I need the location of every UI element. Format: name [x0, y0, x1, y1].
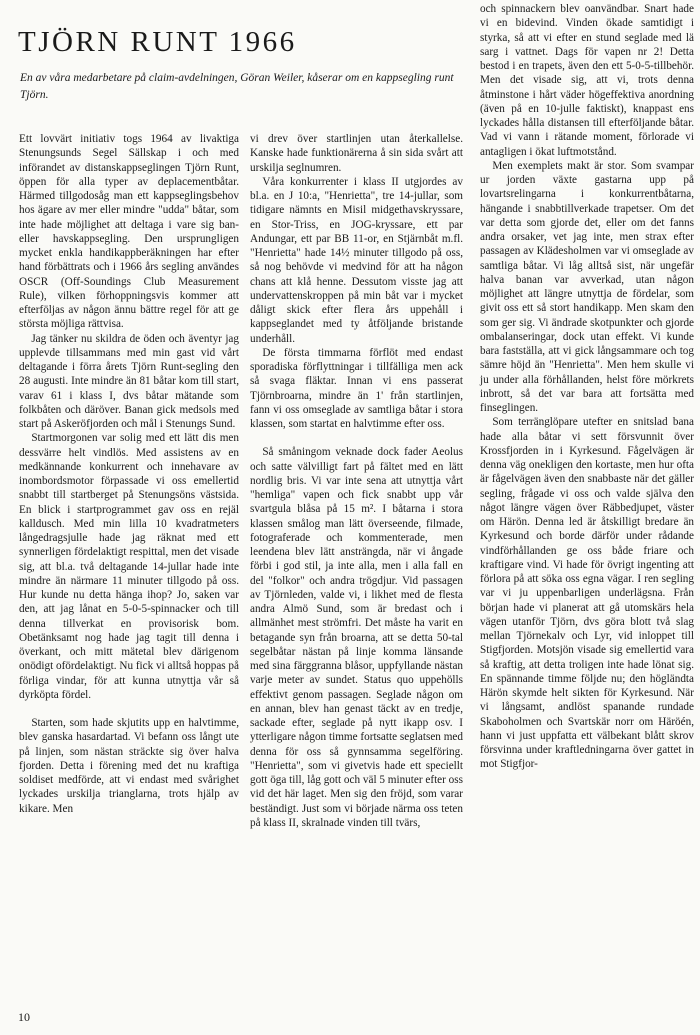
paragraph: De första timmarna förflöt med endast sporadiska förflyttningar i tillfälliga men ack så svaga fläktar. Innan vi ens passerat Tjörnbroarna, mindre än 1' från startlinjen, fann vi oss omseglade av samtliga båtar i stora klassen, som startat en halvtimme efter oss.: [250, 346, 463, 430]
article-intro: En av våra medarbetare på claim-avdelningen, Göran Weiler, kåserar om en kappsegling runt Tjörn.: [20, 72, 454, 101]
paragraph: Våra konkurrenter i klass II utgjordes av bl.a. en J 10:a, "Henrietta", tre 14-jullar, som tidigare nämnts en Misil midgethavskryssare, en Stor-Triss, en JOG-kryssare, ett par Andungar, ett par BB 11-or, en Stjärnbåt m.fl. "Henrietta" hade 14½ minuter tillgodo på oss, så nog behövde vi medvind för att ha någon chans att klå henne. Dessutom visste jag att undervattenskroppen på min båt var i mycket dåligt skick efter flera års uppehåll i kappseglandet med ty åtföljande bristande underhåll.: [250, 175, 463, 345]
text-column-3: [480, 2, 694, 772]
paragraph: Som terränglöpare utefter en snitslad bana hade alla båtar vi sett försvunnit över Krossfjorden in i Kyrkesund. Fågelvägen är denna väg onekligen den kortaste, men hur ofta är fågelvägen även den snabbaste när det gäller segling, frågade vi oss och valde själva den något längre vägen över Räbbedjupet, väster om Härön. Denna led är åtskilligt bredare än Kyrkesund och borde därför under rådande vindförhållanden ge oss både friare och kraftigare vind. Vi hade för övrigt ingenting att förlora på att söka oss egna vägar. I ren segling var vi ju uppenbarligen underlägsna. Från början hade vi planerat att gå utomskärs hela vägen utanför Tjörn, dvs göra blott två slag mellan Tjörnekalv och Lyr, vid inloppet till Stigfjorden. Motsjön visade sig emellertid vara så kraftig, att detta troligen inte hade lönat sig. En spännande timme följde nu; den högländta Härön skymde helt sikten för Kyrkesund. När vi långsamt, andlöst spanande rundade Skaboholmen och Svartskär norr om Häröén, hann vi just uppfatta ett välbekant blått skrov försvinna under kraftledningarna över gattet in mot Stigfjor-: [480, 416, 694, 771]
paragraph: och spinnackern blev oanvändbar. Snart hade vi en bidevind. Vinden ökade samtidigt i styrka, så att vi efter en stund seglade med lä sarg i vattnet. Dags för vapen nr 2! Detta bestod i en trapets, även den ett 5-0-5-tillbehör. Men det visade sig, att vi, trots denna åtminstone i hårt väder högeffektiva anordning (även på en 10-julle faktiskt), knappast ens lyckades hålla distansen till efterföljande båtar. Vad vi vann i rätande moment, förlorade vi antagligen i ökat luftmotstånd.: [480, 3, 694, 158]
text-column-1: [19, 132, 239, 816]
text-column-2: [250, 132, 463, 830]
paragraph: Så småningom veknade dock fader Aeolus och satte välvilligt fart på fältet med en lätt nordlig bris. Vi var inte sena att utnyttja vårt "hemliga" vapen och fick snabbt upp vår svartgula blåsa på 15 m². I båtarna i stora klassen smålog man lätt överseende, filmade, fotograferade och kommenterade, men leendena blev lätt ansträngda, när vi ångade förbi i god stil, ja inte alla, men i alla fall en del "folkor" och andra trögdjur. Vid passagen av Tjörnleden, valde vi, i likhet med de flesta andra Almö Sund, som är bredast och i allmänhet mest strömfri. Det måste ha varit en betagande syn från broarna, att se detta 50-tal segelbåtar nästan på linje komma länsande med sina färggranna blåsor, uppfyllande nästan varje meter av sundet. Status quo uppehölls effektivt genom passagen. Seglade någon om en annan, blev han genast täckt av en tredje, sackade efter, seglade på nytt ikapp osv. I ytterligare någon timme fortsatte seglatsen med denna för oss så gynnsamma segelföring. "Henrietta", som vi givetvis hade ett speciellt gott öga till, låg gott och väl 5 minuter efter oss vid det här laget. Men sig den fröjd, som varar beständigt. Just som vi började närma oss teten på klass II, skralnade vinden till tvärs,: [250, 446, 463, 829]
paragraph: Jag tänker nu skildra de öden och äventyr jag upplevde tillsammans med min gast vid vårt deltagande i förra årets Tjörn Runt-segling den 28 augusti. Inte mindre än 81 båtar kom till start, varav 61 i klass I, dvs båtar mätande som folkbåten och däröver. Banan gick medsols med start på Askeröfjorden och mål i Stenungs Sund.: [19, 332, 239, 430]
paragraph: Ett lovvärt initiativ togs 1964 av livaktiga Stenungsunds Segel Sällskap i och med införandet av distanskappseglingen Tjörn Runt, öppen för alla typer av deplacementbåtar. Härmed tillgodosåg man ett kappseglingsbehov hos ägare av mer eller mindre "udda" båtar, som inte hade möjlighet att deltaga i vare sig ban- eller havskappsegling. Den ursprungligen mycket enkla handikappberäkningen har efter hand förbättrats och i 1966 års segling användes OSCR (Off-Soundings Club Measurement Rule), vilken förhoppningsvis kommer att efterföljas av någon ännu bättre regel för att ge största möjliga rättvisa.: [19, 133, 239, 331]
paragraph: Startmorgonen var solig med ett lätt dis men dessvärre helt vindlös. Med assistens av en medkännande konkurrent och innehavare av inombordsmotor förpassade vi oss emellertid snabbt till startberget på Stenungsöns västsida. En blick i startprogrammet gav oss en rejäl kalldusch. Med min lilla 10 kvadratmeters långedragsjulle hade jag räknat med ett synnerligen fördelaktigt respittal, men det visade sig, att bl.a. två deltagande 14-jullar hade inte mindre än närmare 11 minuter tillgodo på oss. Hur kunde nu detta hänga ihop? Jo, saken var den, att jag lånat en 5-0-5-spinnacker och till denna tillverkat en provisorisk bom. Obetänksamt nog hade jag tagit till denna i överkant, och mitt mätetal blev därigenom onödigt ofördelaktigt. Nu fick vi alltså hoppas på förliga vindar, för att kunna utnyttja vår så dyrköpta fördel.: [19, 432, 239, 701]
paragraph: Starten, som hade skjutits upp en halvtimme, blev ganska hasardartad. Vi befann oss långt ute på linjen, som nästan sträckte sig över halva fjorden. Detta i förening med det nu kraftiga soldiset medförde, att vi endast med svårighet lyckades urskilja trianglarna, trots hjälp av kikare. Men: [19, 717, 239, 815]
page-number: 10: [18, 1010, 30, 1024]
paragraph: vi drev över startlinjen utan återkallelse. Kanske hade funktionärerna å sin sida svårt att urskilja seglnumren.: [250, 133, 463, 174]
paragraph: Men exemplets makt är stor. Som svampar ur jorden växte gastarna upp på lovartsrelingarna i konkurrentbåtarna, hängande i snabbtillverkade trapetser. Om det var detta som gjorde det, eller om det fanns andra orsaker, vet jag inte, men strax efter passagen av Klädesholmen var vi omseglade av samtliga båtar. Vi låg alltså sist, när ungefär halva banan var avverkad, utan någon möjlighet att längre utnyttja de fördelar, som givit oss ett så stort handikapp. Men skam den som ger sig. Vi ändrade skotpunkter och gjorde ombalanseringar, dock utan effekt. Vi kunde bara fastställa, att vi gick långsammare och tog sämre höjd än "Henrietta". Men hem skulle vi ju under alla förhållanden, helst före mörkrets inbrott, så det var bara att fortsätta med finseglingen.: [480, 159, 694, 414]
article-title: TJÖRN RUNT 1966: [18, 26, 297, 58]
